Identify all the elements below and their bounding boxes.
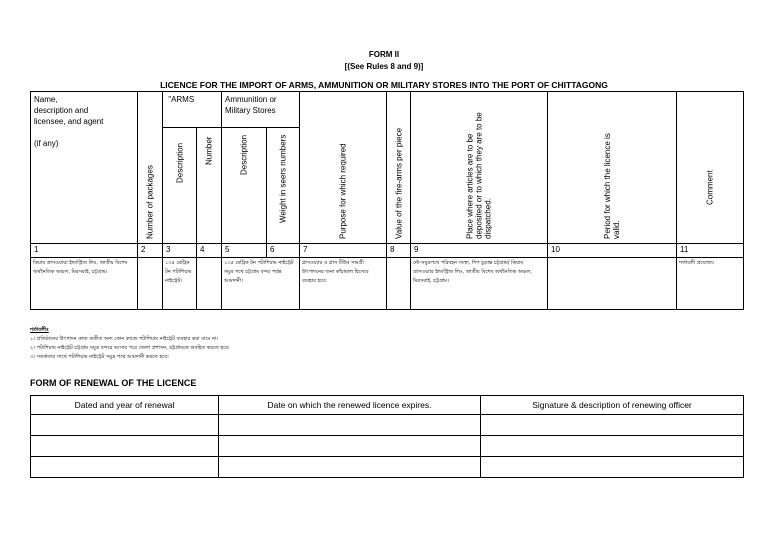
value-cell (387, 258, 411, 310)
renewal-signature-header: Signature & description of renewing officer (481, 396, 744, 415)
renewal-cell (31, 415, 219, 436)
table-row (31, 436, 744, 457)
arms-description-cell: ১৩৫ মেট্রিক টন পটাশিয়াম নাইট্রেট। (163, 258, 197, 310)
column-number: 5 (222, 244, 267, 258)
condition-item: ২। পটাশিয়াম নাইট্রেট চট্টগ্রাম সমুদ্র বন্দরে আসার পরে জেলা প্রশাসন, চট্টগ্রামকে অবহিত করতে হবে। (30, 345, 230, 351)
renewal-cell (481, 457, 744, 478)
col-place-header: Place where articles are to be deposited or to which they are to be dispatched. (411, 92, 548, 244)
table-row (31, 415, 744, 436)
column-number: 4 (197, 244, 222, 258)
column-number: 7 (300, 244, 387, 258)
packages-cell (138, 258, 163, 310)
table-row (31, 258, 744, 310)
renewal-cell (219, 436, 481, 457)
column-number: 3 (163, 244, 197, 258)
renewal-date-header: Dated and year of renewal (31, 396, 219, 415)
renewal-cell (219, 457, 481, 478)
col-comment-header: Comment (677, 92, 744, 244)
condition-item: ১। প্রতিষ্ঠানের উৎপাদন কাজ ব্যতীত অন্য কোন কাজে পটাশিয়াম নাইট্রেট ব্যবহার করা যাবে না। (30, 336, 219, 342)
col-arms-description-header: Description (163, 128, 197, 244)
condition-item: ৩। সতর্কতার সাথে পটাশিয়াম নাইট্রেট সমুদ্র পথে আমদানী করতে হবে। (30, 354, 169, 360)
conditions-notes (30, 326, 230, 362)
col-weight-header: Weight in seers numbers (267, 128, 300, 244)
purpose-cell: গ্লাসওয়্যার ও গ্লাস টিউব সামগ্রী উৎপাদনের জন্য কাঁচামাল হিসেবে ব্যবহার হবে। (300, 258, 387, 310)
place-cell: নৌ-সমুদ্রপথে পরিবহন সংস্থা, শিপ চুড়ান্ত চট্টগ্রাম/ কিয়াম গ্রাসওয়্যার ইন্ডাস্ট্রিজ লিঃ, জাতীয় বিশেষ অর্থনৈতিক অঞ্চল, মিরসরাই, চট্টগ্রাম। (411, 258, 548, 310)
col-period-header: Period for which the licence is valid. (548, 92, 677, 244)
column-number: 9 (411, 244, 548, 258)
table-row (31, 457, 744, 478)
comment-cell: শর্তাবলী প্রযোজ্য। (677, 258, 744, 310)
column-number: 6 (267, 244, 300, 258)
arms-number-cell (197, 258, 222, 310)
column-number: 10 (548, 244, 677, 258)
col-arms-header: "ARMS (163, 92, 222, 128)
renewal-cell (481, 415, 744, 436)
col-ammo-description-header: Description (222, 128, 267, 244)
rules-reference: [(See Rules 8 and 9)] (344, 62, 424, 71)
column-number: 8 (387, 244, 411, 258)
renewal-cell (31, 436, 219, 457)
column-number: 11 (677, 244, 744, 258)
renewal-cell (481, 436, 744, 457)
form-number: FORM II (368, 50, 400, 59)
licence-table (30, 91, 744, 310)
ammo-description-cell: ১৩৫ মেট্রিক টন পটাশিয়াম নাইট্রেট সমুদ্র পথে চট্টগ্রাম বন্দর পর্যন্ত আমদানী। (222, 258, 300, 310)
col-ammo-header: Ammunition or Military Stores (222, 92, 300, 128)
period-cell (548, 258, 677, 310)
col-packages-header: Number of packages (138, 92, 163, 244)
conditions-title: শর্তাবলীঃ (30, 327, 49, 333)
licensee-name-cell: কিয়াম গ্রাসওয়ায়া ইন্ডাস্ট্রিজ লিঃ, জাতীয় বিশেষ অর্থনৈতিক অঞ্চল, মিরসরাই, চট্টগ্রাম। (31, 258, 138, 310)
col-purpose-header: Purpose for which required (300, 92, 387, 244)
renewal-cell (219, 415, 481, 436)
col-value-header: Value of the fire-arms per piece (387, 92, 411, 244)
col-name-header: Name, description and licensee, and agent (if any) (31, 92, 138, 244)
renewal-title: FORM OF RENEWAL OF THE LICENCE (30, 378, 197, 388)
column-number-row (31, 244, 744, 258)
licence-title: LICENCE FOR THE IMPORT OF ARMS, AMMUNITION OR MILITARY STORES INTO THE PORT OF CHITTAGONG (160, 80, 608, 90)
column-number: 1 (31, 244, 138, 258)
column-number: 2 (138, 244, 163, 258)
renewal-cell (31, 457, 219, 478)
renewal-table (30, 395, 744, 478)
col-arms-number-header: Number (197, 128, 222, 244)
renewal-expiry-header: Date on which the renewed licence expires. (219, 396, 481, 415)
